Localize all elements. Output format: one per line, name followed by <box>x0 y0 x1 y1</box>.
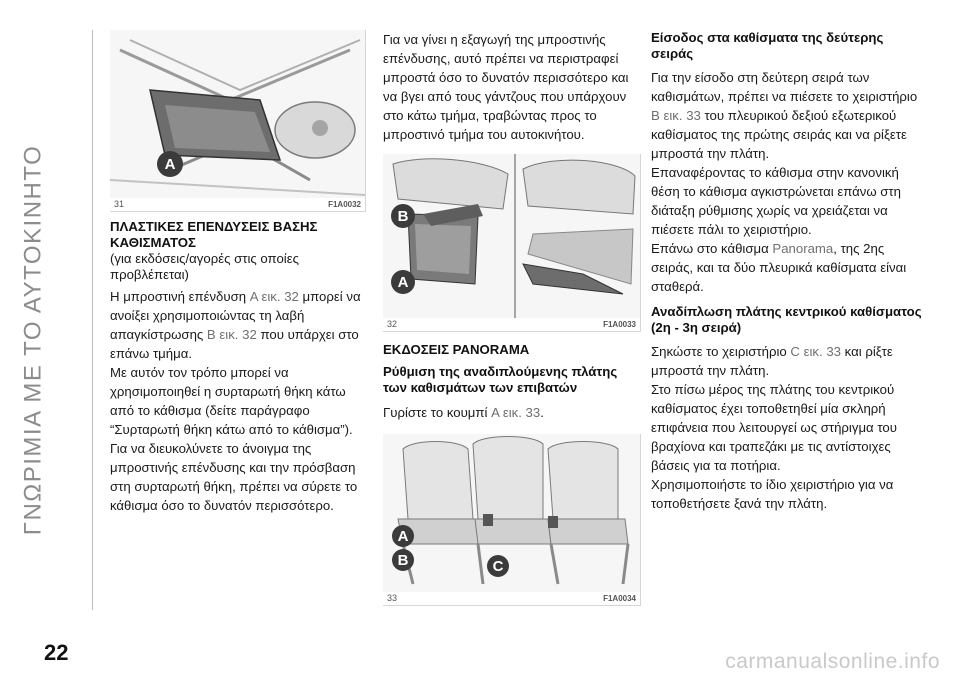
callout-b-label: B <box>397 552 409 569</box>
paragraph-second-row-access: Για την είσοδο στη δεύτερη σειρά των καθισμάτων, πρέπει να πιέσετε το χειριστήριο B εικ. 33 του πλευρικού δεξιού εξωτερικού καθίσματος της πρώτης σειράς και να ρίξετε μπροστά την πλάτη. <box>651 70 918 161</box>
paragraph-slide-seat: Για να διευκολύνετε το άνοιγμα της μπροστινής επένδυσης και την πρόσβαση στη συρταρωτή θήκη, πρέπει να σύρετε το κάθισμα όσο το δυνατόν περισσότερο. <box>110 441 358 513</box>
figure-31-code: F1A0032 <box>328 200 361 209</box>
figure-33 <box>383 434 641 606</box>
ref-panorama: Panorama <box>772 241 834 256</box>
figure-32-number: 32 <box>387 319 398 329</box>
ref-b-fig33: B εικ. 33 <box>651 108 701 123</box>
figure-33-number: 33 <box>387 593 398 603</box>
ref-c-fig33: C εικ. 33 <box>790 344 841 359</box>
chapter-title: ΓΝΩΡΙΜΙΑ ΜΕ ΤΟ ΑΥΤΟΚΙΝΗΤΟ <box>19 144 47 536</box>
figure-32-caption <box>387 315 636 329</box>
column-3 <box>651 30 926 513</box>
paragraph-cover-removal: Για να γίνει η εξαγωγή της μπροστινής επένδυσης, αυτό πρέπει να περιστραφεί μπροστά όσο το δυνατόν περισσότερο και να βγει από τους γάντζους που υπάρχουν στο κάτω τμήμα, τραβώντας προς το μπροστινό τμήμα του αυτοκινήτου. <box>383 32 629 142</box>
paragraph-drawer-use: Με αυτόν τον τρόπο μπορεί να χρησιμοποιηθεί η συρταρωτή θήκη κάτω από το κάθισμα (δείτε παράγραφο “Συρταρωτή θήκη κάτω από το κάθισμα”). <box>110 365 353 437</box>
section-heading-center-backrest: Αναδίπλωση πλάτης κεντρικού καθίσματος (2η - 3η σειρά) <box>651 304 922 335</box>
callout-b-label: B <box>397 208 409 225</box>
page-number: 22 <box>44 640 69 665</box>
ref-b-fig32: B εικ. 32 <box>206 327 257 342</box>
chapter-divider <box>92 30 93 610</box>
paragraph-panorama-fixed: Επάνω στο κάθισμα Panorama, της 2ης σειράς, και τα δύο πλευρικά καθίσματα είναι σταθερά. <box>651 241 907 294</box>
section-heading-second-row-access: Είσοδος στα καθίσματα της δεύτερης σειράς <box>651 30 884 61</box>
figure-32 <box>383 154 641 332</box>
callout-c-label: C <box>492 558 504 575</box>
figure-32-code: F1A0033 <box>603 320 636 329</box>
paragraph-lift-control: Σηκώστε το χειριστήριο C εικ. 33 και ρίξτε μπροστά την πλάτη. <box>651 344 893 378</box>
column-1 <box>110 30 366 515</box>
seat-base-cover-illustration <box>110 30 365 198</box>
paragraph-turn-knob: Γυρίστε το κουμπί A εικ. 33. <box>383 405 544 420</box>
paragraph-armrest-table: Στο πίσω μέρος της πλάτης του κεντρικού καθίσματος έχει τοποθετηθεί μία σκληρή επιφάνεια που λειτουργεί ως στήριγμα του βραχίονα και τραπεζάκι με τις αντίστοιχες βάσεις για τα ποτήρια. <box>651 382 897 473</box>
section-heading-seat-covers: ΠΛΑΣΤΙΚΕΣ ΕΠΕΝΔΥΣΕΙΣ ΒΑΣΗΣ ΚΑΘΙΣΜΑΤΟΣ <box>110 219 318 250</box>
watermark: carmanualsonline.info <box>725 650 940 673</box>
panorama-seats-illustration <box>383 434 640 592</box>
paragraph-cover-opening: Η μπροστινή επένδυση A εικ. 32 μπορεί να ανοίξει χρησιμοποιώντας τη λαβή απαγκίστρωσης B εικ. 32 που υπάρχει στο επάνω τμήμα. <box>110 289 361 361</box>
section-subheading-backrest: Ρύθμιση της αναδιπλούμενης πλάτης των καθισμάτων των επιβατών <box>383 364 618 395</box>
section-subheading-availability: (για εκδόσεις/αγορές στις οποίες προβλέπεται) <box>110 251 299 282</box>
callout-a-label: A <box>397 274 409 291</box>
column-2 <box>383 30 641 606</box>
seat-cover-removal-illustration <box>383 154 640 318</box>
figure-31-caption <box>114 195 361 209</box>
paragraph-seat-return: Επαναφέροντας το κάθισμα στην κανονική θέση το κάθισμα αγκιστρώνεται επάνω στη διάταξη ρύθμισης χωρίς να χρειάζεται να πιέσετε πάλι το χειριστήριο. <box>651 165 901 237</box>
callout-a-label: A <box>397 528 409 545</box>
paragraph-reposition-backrest: Χρησιμοποιήστε το ίδιο χειριστήριο για να τοποθετήσετε ξανά την πλάτη. <box>651 477 894 511</box>
figure-31-number: 31 <box>114 199 125 209</box>
ref-a-fig33: A εικ. 33 <box>491 405 541 420</box>
section-heading-panorama: ΕΚΔΟΣΕΙΣ PANORAMA <box>383 342 530 357</box>
ref-a-fig32: A εικ. 32 <box>249 289 299 304</box>
figure-33-code: F1A0034 <box>603 594 636 603</box>
figure-31 <box>110 30 366 212</box>
figure-33-caption <box>387 589 636 603</box>
callout-a-label: A <box>164 156 176 173</box>
